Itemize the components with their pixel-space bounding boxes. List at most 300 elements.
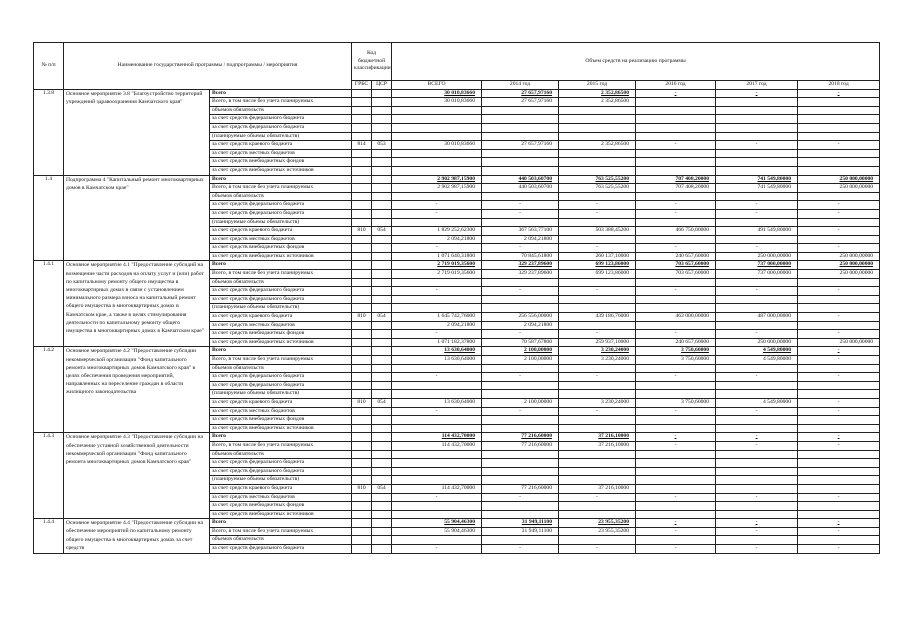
amount-year: - (636, 209, 716, 218)
item-number: 1.4.1 (34, 261, 64, 347)
amount-total (392, 467, 482, 476)
amount-year (716, 106, 798, 115)
amount-year (716, 295, 798, 304)
csr-code (372, 209, 392, 218)
amount-year: - (636, 373, 716, 382)
amount-year (482, 459, 559, 468)
csr-code: 053 (372, 141, 392, 150)
amount-year (798, 132, 880, 141)
amount-year: 77 216,60000 (482, 441, 559, 450)
grbs-code (352, 381, 372, 390)
amount-year: - (482, 407, 559, 416)
funding-source-label: (планируемые объемы обязательств) (210, 476, 352, 485)
amount-year: 27 657,97160 (482, 89, 559, 98)
grbs-code (352, 235, 372, 244)
grbs-code: 810 (352, 227, 372, 236)
amount-total (392, 132, 482, 141)
amount-year: 2 094,21800 (482, 235, 559, 244)
amount-year: 439 186,76000 (559, 313, 636, 322)
funding-source-label: Всего, в том числе без учета планируемых (210, 184, 352, 193)
amount-year (716, 364, 798, 373)
csr-code (372, 416, 392, 425)
funding-source-label: за счет средств федерального бюджета (210, 467, 352, 476)
amount-year (482, 424, 559, 433)
item-number: 1.4.2 (34, 347, 64, 433)
amount-total: 1 071 182,37800 (392, 338, 482, 347)
amount-total: 1 645 742,76000 (392, 313, 482, 322)
amount-year (636, 381, 716, 390)
amount-year (636, 321, 716, 330)
amount-year: 699 123,86000 (559, 270, 636, 279)
funding-source-label: объемов обязательств (210, 106, 352, 115)
amount-year: 27 657,97160 (482, 141, 559, 150)
amount-year (559, 502, 636, 511)
amount-total (392, 364, 482, 373)
amount-year: 250 000,00000 (798, 338, 880, 347)
amount-year (482, 536, 559, 545)
amount-year: 37 216,10000 (559, 441, 636, 450)
item-name: Основное мероприятие 4.3 "Предоставление субсидии на обеспечение уставной хозяйственной деятельности некоммерческой организации "Фонд капитального ремонта многоквартирных домов Камчатского края" (64, 433, 210, 519)
amount-year: - (636, 527, 716, 536)
amount-year: 2 352,86500 (559, 89, 636, 98)
funding-source-label: за счет средств федерального бюджета (210, 545, 352, 554)
amount-year (636, 510, 716, 519)
header-year-2018: 2018 год (798, 81, 880, 90)
item-name: Основное мероприятие 3.8 "Благоустройство территорий учреждений здравоохранения Камчатского края" (64, 89, 210, 175)
csr-code (372, 123, 392, 132)
item-name: Подпрограмма 4 "Капитальный ремонт многоквартирных домов в Камчатском крае" (64, 175, 210, 261)
amount-year: 703 657,60000 (636, 261, 716, 270)
amount-year (636, 158, 716, 167)
amount-year (482, 132, 559, 141)
amount-year (716, 502, 798, 511)
grbs-code (352, 338, 372, 347)
amount-year (482, 390, 559, 399)
csr-code (372, 330, 392, 339)
amount-year: 77 216,60000 (482, 484, 559, 493)
table-row (34, 89, 880, 98)
amount-year: 703 657,60000 (636, 270, 716, 279)
amount-year (482, 295, 559, 304)
amount-total (392, 416, 482, 425)
amount-year (716, 510, 798, 519)
amount-year (559, 424, 636, 433)
amount-year: - (798, 201, 880, 210)
csr-code (372, 287, 392, 296)
amount-year: - (798, 398, 880, 407)
amount-year (636, 98, 716, 107)
amount-year (559, 364, 636, 373)
table-row (34, 433, 880, 442)
grbs-code (352, 527, 372, 536)
funding-source-label: за счет средств внебюджетных фондов (210, 416, 352, 425)
csr-code (372, 450, 392, 459)
funding-source-label: за счет средств внебюджетных фондов (210, 330, 352, 339)
amount-total (392, 106, 482, 115)
amount-year (716, 158, 798, 167)
amount-year (716, 536, 798, 545)
header-volume: Объем средств на реализацию программы (392, 43, 880, 81)
amount-total: 114 432,70000 (392, 441, 482, 450)
amount-year (798, 510, 880, 519)
amount-year: 250 000,00000 (798, 175, 880, 184)
amount-year (716, 115, 798, 124)
amount-year: 463 000,00000 (636, 313, 716, 322)
funding-source-label: за счет средств внебюджетных источников (210, 252, 352, 261)
amount-year: 763 525,55200 (559, 184, 636, 193)
amount-year (482, 381, 559, 390)
csr-code: 054 (372, 398, 392, 407)
item-number: 1.4 (34, 175, 64, 261)
funding-source-label: за счет средств федерального бюджета (210, 209, 352, 218)
item-name: Основное мероприятие 4.2 "Предоставление субсидии некоммерческой организации "Фонд капитального ремонта многоквартирных домов Камчатского края" в целях обеспечения проведения мероприятий, направленных на переселение граждан в области жилищного законодательства (64, 347, 210, 433)
item-number: 1.4.3 (34, 433, 64, 519)
amount-total: 1 071 640,31800 (392, 252, 482, 261)
amount-year (636, 416, 716, 425)
amount-year: - (636, 433, 716, 442)
csr-code (372, 321, 392, 330)
amount-total: 2 719 019,35600 (392, 261, 482, 270)
csr-code (372, 201, 392, 210)
table-body (34, 89, 880, 553)
grbs-code (352, 321, 372, 330)
amount-year (559, 467, 636, 476)
amount-year (716, 484, 798, 493)
amount-year (482, 192, 559, 201)
amount-year (636, 115, 716, 124)
grbs-code (352, 123, 372, 132)
funding-source-label: за счет средств краевого бюджета (210, 227, 352, 236)
amount-year (636, 149, 716, 158)
amount-year (482, 106, 559, 115)
amount-total (392, 192, 482, 201)
csr-code (372, 338, 392, 347)
grbs-code (352, 209, 372, 218)
amount-year: - (636, 545, 716, 554)
amount-year (482, 123, 559, 132)
amount-year: 737 000,00000 (716, 270, 798, 279)
amount-year: 31 949,11100 (482, 527, 559, 536)
amount-year: - (559, 201, 636, 210)
grbs-code (352, 166, 372, 175)
funding-source-label: за счет средств федерального бюджета (210, 201, 352, 210)
amount-total (392, 304, 482, 313)
amount-year: - (482, 330, 559, 339)
csr-code (372, 407, 392, 416)
amount-year: 2 100,00000 (482, 347, 559, 356)
amount-year: - (798, 441, 880, 450)
csr-code (372, 218, 392, 227)
amount-total (392, 166, 482, 175)
amount-year (716, 218, 798, 227)
grbs-code (352, 244, 372, 253)
amount-year (798, 424, 880, 433)
amount-year: - (716, 141, 798, 150)
amount-year (559, 132, 636, 141)
amount-year: 23 955,35200 (559, 519, 636, 528)
amount-total: 30 010,83660 (392, 89, 482, 98)
program-funding-table (33, 42, 880, 554)
amount-year (798, 467, 880, 476)
amount-total (392, 502, 482, 511)
funding-source-label: за счет средств внебюджетных фондов (210, 158, 352, 167)
amount-year: 2 100,00000 (482, 356, 559, 365)
amount-total (392, 536, 482, 545)
csr-code (372, 347, 392, 356)
csr-code (372, 115, 392, 124)
amount-year (636, 467, 716, 476)
amount-year: 3 750,60000 (636, 398, 716, 407)
amount-year: 707 408,20000 (636, 175, 716, 184)
amount-year (559, 450, 636, 459)
csr-code (372, 364, 392, 373)
amount-year (559, 381, 636, 390)
funding-source-label: (планируемые объемы обязательств) (210, 132, 352, 141)
table-row (34, 347, 880, 356)
amount-year (798, 416, 880, 425)
amount-year: 259 937,10000 (559, 338, 636, 347)
amount-total (392, 115, 482, 124)
csr-code (372, 244, 392, 253)
table-row (34, 261, 880, 270)
amount-year (559, 106, 636, 115)
csr-code (372, 459, 392, 468)
amount-total: 114 432,70000 (392, 484, 482, 493)
funding-source-label: Всего (210, 261, 352, 270)
grbs-code (352, 433, 372, 442)
header-kbk: Код бюджетной классификации (352, 43, 392, 81)
amount-year (798, 304, 880, 313)
amount-year: - (636, 330, 716, 339)
amount-total: - (392, 287, 482, 296)
amount-year: - (636, 89, 716, 98)
amount-year: - (716, 330, 798, 339)
amount-year: - (798, 287, 880, 296)
csr-code (372, 106, 392, 115)
amount-year (559, 459, 636, 468)
csr-code (372, 536, 392, 545)
amount-year: - (716, 519, 798, 528)
amount-year (482, 278, 559, 287)
amount-year (636, 484, 716, 493)
table-row (34, 175, 880, 184)
amount-year: - (559, 407, 636, 416)
csr-code (372, 467, 392, 476)
funding-source-label: (планируемые объемы обязательств) (210, 304, 352, 313)
amount-year (798, 536, 880, 545)
amount-year (798, 235, 880, 244)
funding-source-label: Всего (210, 519, 352, 528)
amount-year: - (716, 527, 798, 536)
amount-year (798, 390, 880, 399)
funding-source-label: за счет средств внебюджетных источников (210, 166, 352, 175)
amount-year (559, 115, 636, 124)
amount-year (716, 123, 798, 132)
amount-year: 240 657,60000 (636, 338, 716, 347)
grbs-code (352, 184, 372, 193)
header-year-total: ВСЕГО (392, 81, 482, 90)
amount-year (636, 218, 716, 227)
funding-source-label: за счет средств местных бюджетов (210, 149, 352, 158)
grbs-code (352, 252, 372, 261)
amount-year: - (716, 441, 798, 450)
amount-total: - (392, 244, 482, 253)
amount-year: 699 123,86000 (559, 261, 636, 270)
funding-source-label: за счет средств федерального бюджета (210, 123, 352, 132)
amount-year: 466 750,00000 (636, 227, 716, 236)
funding-source-label: (планируемые объемы обязательств) (210, 390, 352, 399)
amount-year: 2 094,21800 (482, 321, 559, 330)
amount-year (482, 158, 559, 167)
funding-source-label: Всего, в том числе без учета планируемых (210, 527, 352, 536)
grbs-code (352, 364, 372, 373)
funding-source-label: объемов обязательств (210, 192, 352, 201)
funding-source-label: Всего (210, 175, 352, 184)
funding-source-label: за счет средств федерального бюджета (210, 381, 352, 390)
grbs-code (352, 175, 372, 184)
grbs-code: 810 (352, 398, 372, 407)
grbs-code (352, 390, 372, 399)
table-header (34, 43, 880, 90)
amount-total: 2 094,21800 (392, 235, 482, 244)
amount-year (716, 278, 798, 287)
amount-year (636, 192, 716, 201)
grbs-code (352, 132, 372, 141)
amount-year (482, 115, 559, 124)
amount-year: - (716, 493, 798, 502)
amount-year (636, 166, 716, 175)
amount-year (798, 476, 880, 485)
amount-total (392, 149, 482, 158)
amount-year (798, 502, 880, 511)
amount-year (559, 536, 636, 545)
amount-year (798, 459, 880, 468)
csr-code (372, 252, 392, 261)
amount-total: 2 719 019,35600 (392, 270, 482, 279)
amount-total (392, 278, 482, 287)
csr-code (372, 158, 392, 167)
amount-year (716, 321, 798, 330)
header-year-2016: 2016 год (636, 81, 716, 90)
amount-year (636, 304, 716, 313)
amount-year: 741 549,80000 (716, 184, 798, 193)
funding-source-label: за счет средств краевого бюджета (210, 313, 352, 322)
funding-source-label: Всего (210, 433, 352, 442)
amount-total: 55 904,46300 (392, 527, 482, 536)
grbs-code (352, 373, 372, 382)
amount-total: 2 902 987,15900 (392, 175, 482, 184)
amount-year: 440 503,60700 (482, 184, 559, 193)
amount-year (559, 149, 636, 158)
amount-year: - (798, 407, 880, 416)
funding-source-label: за счет средств внебюджетных фондов (210, 502, 352, 511)
funding-source-label: за счет средств федерального бюджета (210, 287, 352, 296)
grbs-code (352, 450, 372, 459)
amount-year: - (716, 545, 798, 554)
amount-year (482, 450, 559, 459)
amount-year (482, 166, 559, 175)
grbs-code: 810 (352, 484, 372, 493)
amount-year (559, 321, 636, 330)
amount-total: 114 432,70000 (392, 433, 482, 442)
grbs-code (352, 536, 372, 545)
amount-year (716, 416, 798, 425)
csr-code (372, 166, 392, 175)
amount-year (482, 218, 559, 227)
amount-year: - (482, 287, 559, 296)
grbs-code (352, 295, 372, 304)
amount-year: 70 587,67800 (482, 338, 559, 347)
funding-source-label: объемов обязательств (210, 278, 352, 287)
grbs-code (352, 459, 372, 468)
amount-year (636, 235, 716, 244)
amount-total (392, 381, 482, 390)
csr-code (372, 390, 392, 399)
amount-year: 23 955,35200 (559, 527, 636, 536)
csr-code (372, 502, 392, 511)
grbs-code (352, 347, 372, 356)
funding-source-label: за счет средств местных бюджетов (210, 321, 352, 330)
csr-code (372, 89, 392, 98)
funding-source-label: за счет средств краевого бюджета (210, 398, 352, 407)
amount-year: 77 216,60000 (482, 433, 559, 442)
amount-year: 3 750,60000 (636, 347, 716, 356)
amount-year (716, 467, 798, 476)
header-year-2014: 2014 год (482, 81, 559, 90)
amount-year: - (559, 244, 636, 253)
amount-total: 2 902 987,15900 (392, 184, 482, 193)
amount-year (716, 450, 798, 459)
grbs-code (352, 493, 372, 502)
funding-source-label: Всего (210, 89, 352, 98)
amount-year: 503 388,45200 (559, 227, 636, 236)
csr-code (372, 295, 392, 304)
grbs-code (352, 476, 372, 485)
amount-year (559, 476, 636, 485)
grbs-code (352, 115, 372, 124)
amount-year: - (482, 209, 559, 218)
amount-year: - (636, 141, 716, 150)
amount-year (482, 416, 559, 425)
csr-code (372, 175, 392, 184)
csr-code (372, 304, 392, 313)
amount-year: - (559, 545, 636, 554)
amount-year: 3 750,60000 (636, 356, 716, 365)
amount-year: - (716, 433, 798, 442)
amount-year: 329 237,89600 (482, 270, 559, 279)
amount-total: - (392, 201, 482, 210)
csr-code: 054 (372, 313, 392, 322)
csr-code (372, 476, 392, 485)
amount-year: - (559, 209, 636, 218)
amount-year: - (798, 244, 880, 253)
amount-year: 70 845,61800 (482, 252, 559, 261)
funding-source-label: за счет средств внебюджетных источников (210, 510, 352, 519)
amount-year: - (798, 356, 880, 365)
amount-year (716, 424, 798, 433)
header-year-2017: 2017 год (716, 81, 798, 90)
csr-code (372, 433, 392, 442)
amount-year: 250 000,00000 (798, 252, 880, 261)
amount-year: - (716, 287, 798, 296)
item-name: Основное мероприятие 4.4 "Предоставление субсидии на обеспечение мероприятий по капитальному ремонту общего имущества в многоквартирных домах за счет средств (64, 519, 210, 553)
amount-year: - (482, 373, 559, 382)
funding-source-label: за счет средств федерального бюджета (210, 373, 352, 382)
funding-source-label: Всего (210, 347, 352, 356)
header-grbs: ГРБС (352, 81, 372, 90)
csr-code (372, 441, 392, 450)
amount-total: - (392, 545, 482, 554)
